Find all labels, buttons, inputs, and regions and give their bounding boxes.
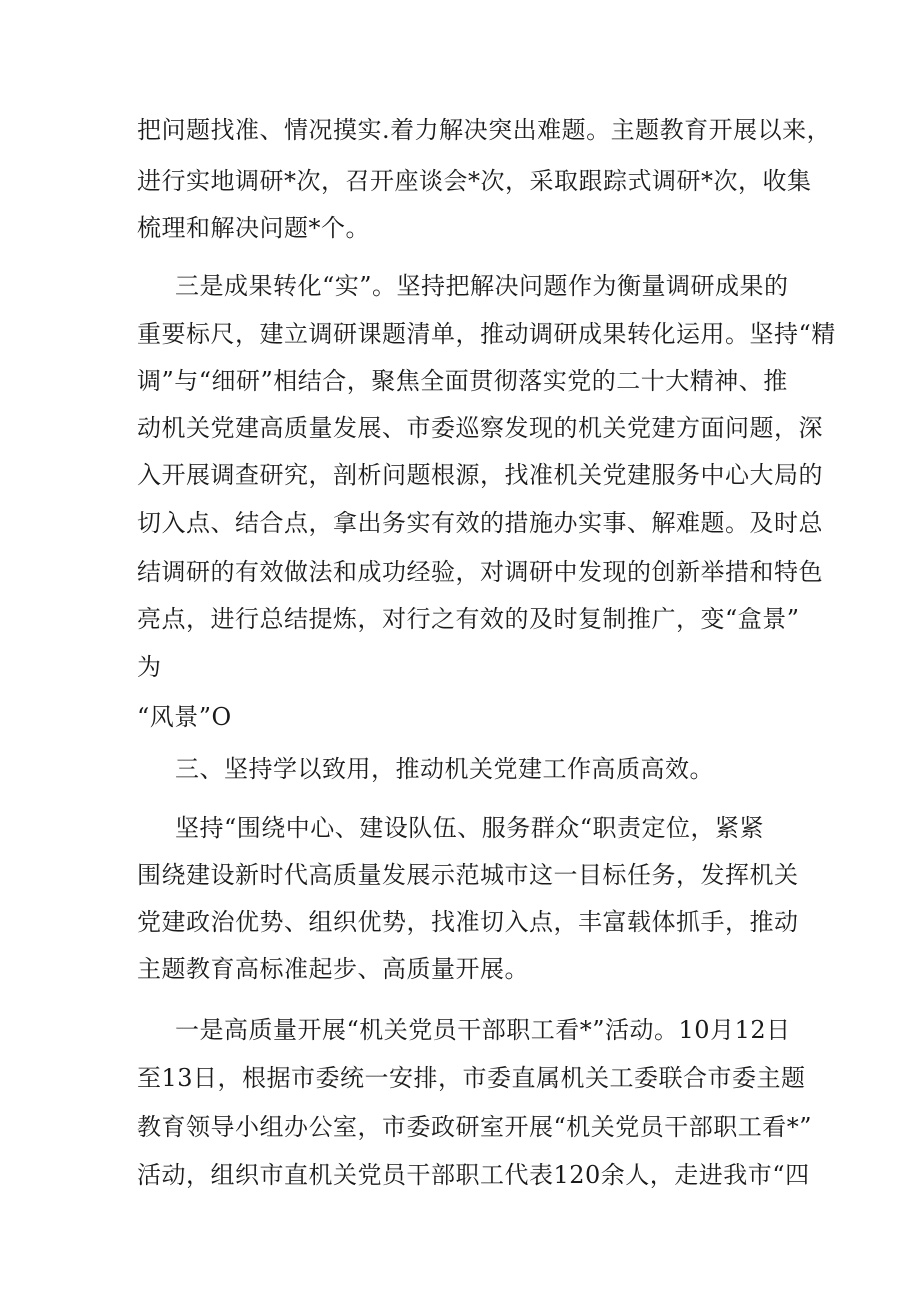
text-line: 梳理和解决问题*个。 xyxy=(137,214,370,242)
text-line: 教育领导小组办公室，市委政研室开展“机关党员干部职工看*” xyxy=(137,1113,813,1141)
text-line: 动机关党建高质量发展、市委巡察发现的机关党建方面问题，深 xyxy=(137,414,823,442)
text-line: 切入点、结合点，拿出务实有效的措施办实事、解难题。及时总 xyxy=(137,509,823,537)
text-line: 把问题找准、情况摸实.着力解决突出难题。主题教育开展以来， xyxy=(137,116,832,144)
paragraph-start-line: 一是高质量开展“机关党员干部职工看*”活动。10月12日 xyxy=(175,1016,791,1044)
text-line: 入开展调查研究，剖析问题根源，找准机关党建服务中心大局的 xyxy=(137,461,823,489)
text-line: 围绕建设新时代高质量发展示范城市这一目标任务，发挥机关 xyxy=(137,861,799,889)
text-line: 重要标尺，建立调研课题清单，推动调研成果转化运用。坚持“精 xyxy=(137,320,836,348)
text-line: 调”与“细研”相结合，聚焦全面贯彻落实党的二十大精神、推 xyxy=(137,367,788,395)
text-line: 亮点，进行总结提炼，对行之有效的及时复制推广，变“盒景” xyxy=(137,605,800,633)
text-line: 党建政治优势、组织优势，找准切入点，丰富载体抓手，推动 xyxy=(137,908,799,936)
paragraph-start-line: 坚持“围绕中心、建设队伍、服务群众“职责定位，紧紧 xyxy=(175,814,765,842)
text-line: 为 xyxy=(137,653,162,681)
section-heading: 三、坚持学以致用，推动机关党建工作高质高效。 xyxy=(175,755,714,783)
text-line: 结调研的有效做法和成功经验，对调研中发现的创新举措和特色 xyxy=(137,558,823,586)
text-line: “风景”O xyxy=(137,703,232,731)
paragraph-start-line: 三是成果转化“实”。坚持把解决问题作为衡量调研成果的 xyxy=(175,272,789,300)
text-line: 活动，组织市直机关党员干部职工代表120余人，走进我市“四 xyxy=(137,1161,810,1189)
text-line: 至13日，根据市委统一安排，市委直属机关工委联合市委主题 xyxy=(137,1064,806,1092)
text-line: 主题教育高标准起步、高质量开展。 xyxy=(137,955,529,983)
text-line: 进行实地调研*次，召开座谈会*次，采取跟踪式调研*次，收集 xyxy=(137,167,812,195)
